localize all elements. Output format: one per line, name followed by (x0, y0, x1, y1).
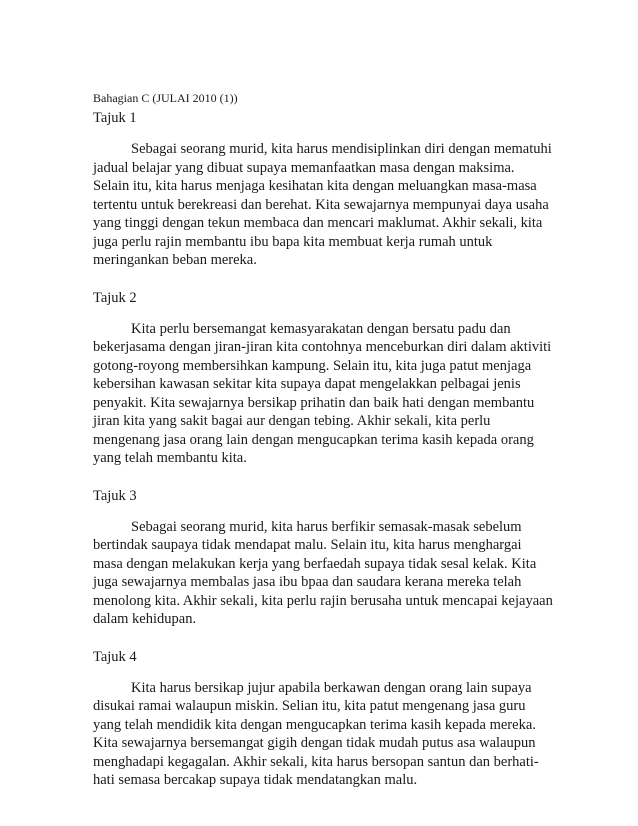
section-paragraph: Kita harus bersikap jujur apabila berkawan dengan orang lain supaya disukai ramai walaupun miskin. Selian itu, kita patut mengenang jasa guru yang telah mendidik kita dengan mengucapkan terima kasih kepada mereka. Kita sewajarnya bersemangat gigih dengan tidak mudah putus asa walaupun menghadapi kegagalan. Akhir sekali, kita harus bersopan santun dan berhati-hati semasa bercakap supaya tidak mendatangkan malu. (93, 679, 539, 788)
section-paragraph: Sebagai seorang murid, kita harus berfikir semasak-masak sebelum bertindak saupaya tidak mendapat malu. Selain itu, kita harus menghargai masa dengan melakukan kerja yang berfaedah supaya tidak sesal kelak. Kita juga sewajarnya membalas jasa ibu bpaa dan saudara kerana mereka telah menolong kita. Akhir sekali, kita perlu rajin berusaha untuk mencapai kejayaan dalam kehidupan. (93, 518, 553, 627)
section-paragraph: Kita perlu bersemangat kemasyarakatan dengan bersatu padu dan bekerjasama dengan jiran-jiran kita contohnya menceburkan diri dalam aktiviti gotong-royong membersihkan kampung. Selain itu, kita juga patut menjaga kebersihan kawasan sekitar kita supaya dapat mengelakkan pelbagai jenis penyakit. Kita sewajarnya bersikap prihatin dan baik hati dengan membantu jiran kita yang sakit bagai aur dengan tebing. Akhir sekali, kita perlu mengenang jasa orang lain dengan mengucapkan terima kasih kepada orang yang telah membantu kita. (93, 320, 552, 466)
section-title: Tajuk 2 (93, 289, 137, 306)
document-header: Bahagian C (JULAI 2010 (1)) (93, 91, 238, 105)
section-title: Tajuk 1 (93, 110, 137, 126)
section-title: Tajuk 4 (93, 648, 137, 665)
section-tajuk-2 (93, 288, 553, 468)
section-paragraph: Sebagai seorang murid, kita harus mendisiplinkan diri dengan mematuhi jadual belajar yang dibuat supaya memanfaatkan masa dengan maksima. Selain itu, kita harus menjaga kesihatan kita dengan meluangkan masa-masa tertentu untuk berekreasi dan berehat. Kita sewajarnya mempunyai daya usaha yang tinggi dengan tekun membaca dan mencari maklumat. Akhir sekali, kita juga perlu rajin membantu ibu bapa kita membuat kerja rumah untuk meringankan beban mereka. (93, 141, 552, 268)
section-tajuk-4 (93, 647, 553, 790)
section-title: Tajuk 3 (93, 487, 137, 504)
section-tajuk-3 (93, 486, 553, 629)
document-page (93, 90, 553, 808)
section-tajuk-1 (93, 108, 553, 270)
